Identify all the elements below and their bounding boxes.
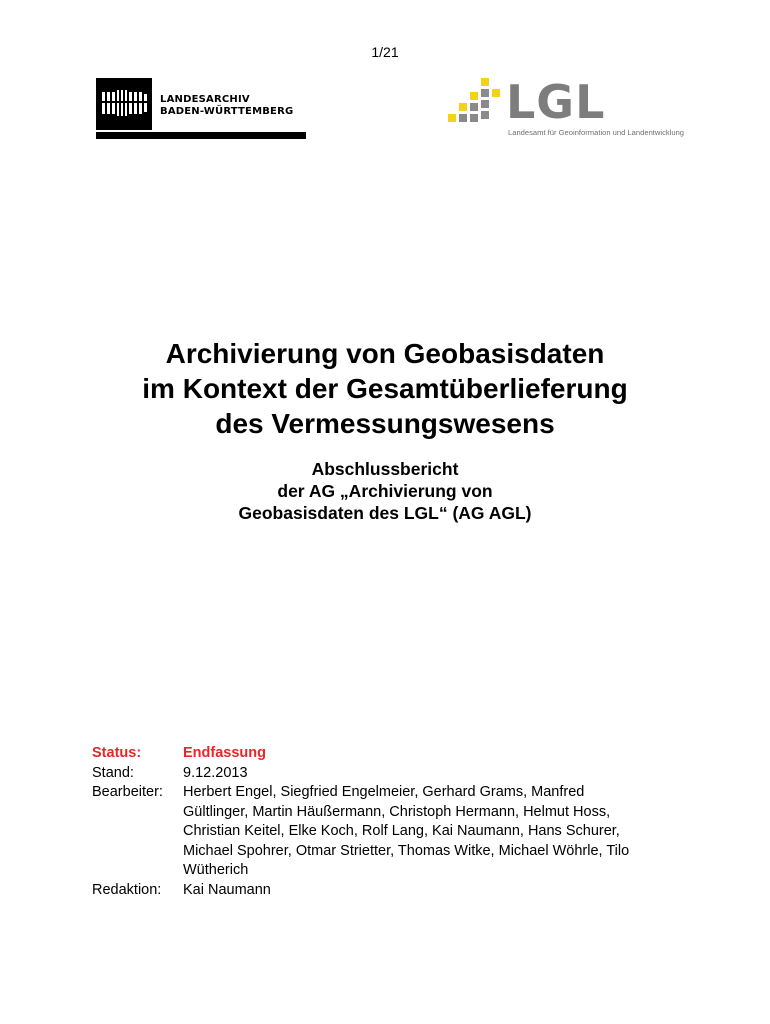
bearbeiter-line: Michael Spohrer, Otmar Strietter, Thomas Witke, Michael Wöhrle, Tilo — [183, 842, 630, 859]
landesarchiv-building-icon — [96, 78, 152, 130]
subtitle-line-1: Abschlussbericht — [311, 459, 459, 479]
landesarchiv-underline — [96, 132, 306, 139]
bearbeiter-line: Herbert Engel, Siegfried Engelmeier, Gerhard Grams, Manfred — [183, 784, 585, 800]
redaktion-value: Kai Naumann — [183, 881, 271, 898]
page-number: 1/21 — [371, 44, 399, 60]
document-subtitle — [0, 458, 770, 524]
lgl-dots-icon — [446, 74, 504, 130]
bearbeiter-label: Bearbeiter: — [92, 784, 163, 800]
landesarchiv-name-line1: LANDESARCHIV — [160, 94, 250, 105]
bearbeiter-row — [92, 783, 692, 881]
bearbeiter-value — [183, 783, 692, 881]
stand-value: 9.12.2013 — [183, 764, 248, 781]
stand-row — [92, 764, 692, 784]
redaktion-row — [92, 881, 692, 901]
subtitle-line-2: der AG „Archivierung von — [277, 481, 493, 501]
document-meta — [92, 744, 692, 900]
title-line-3: des Vermessungswesens — [215, 408, 555, 439]
lgl-logo — [446, 74, 716, 140]
redaktion-label: Redaktion: — [92, 881, 162, 898]
title-line-1: Archivierung von Geobasisdaten — [165, 338, 605, 369]
bearbeiter-line: Wütherich — [183, 862, 249, 878]
bearbeiter-line: Christian Keitel, Elke Koch, Rolf Lang, Kai Naumann, Hans Schurer, — [183, 823, 620, 839]
landesarchiv-logo — [96, 78, 306, 140]
subtitle-line-3: Geobasisdaten des LGL“ (AG AGL) — [238, 503, 532, 523]
bearbeiter-line: Gültlinger, Martin Häußermann, Christoph Hermann, Helmut Hoss, — [183, 803, 611, 820]
lgl-wordmark: LGL — [506, 75, 606, 129]
document-title — [0, 336, 770, 441]
landesarchiv-name-line2: BADEN-WÜRTTEMBERG — [160, 106, 294, 117]
stand-label: Stand: — [92, 764, 134, 781]
status-value: Endfassung — [183, 745, 266, 761]
status-row — [92, 744, 692, 764]
lgl-subline: Landesamt für Geoinformation und Landentwicklung — [508, 128, 685, 137]
status-label: Status: — [92, 745, 142, 761]
title-line-2: im Kontext der Gesamtüberlieferung — [142, 373, 628, 404]
